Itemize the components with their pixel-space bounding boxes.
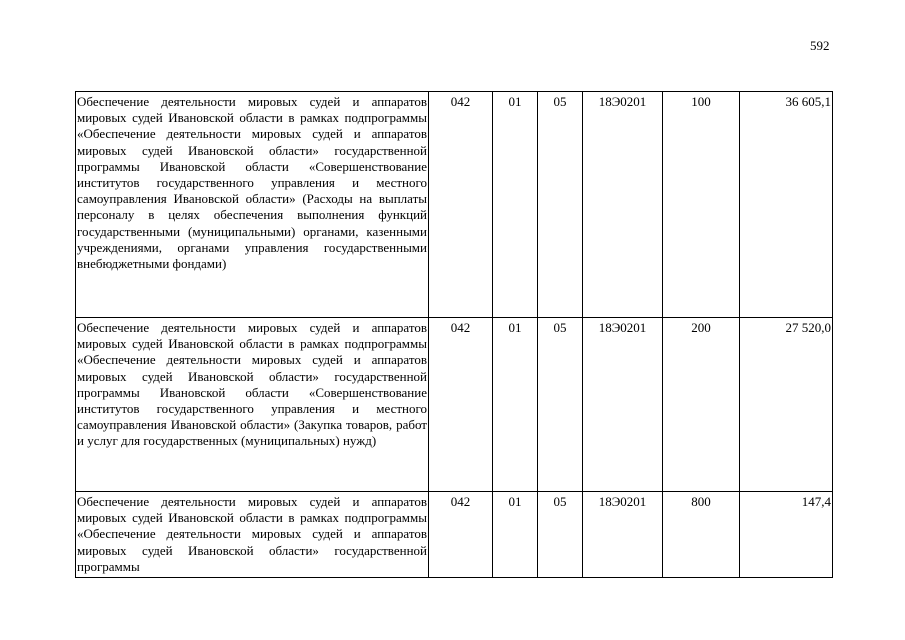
section-code: 01 — [493, 92, 538, 318]
subsection-code: 05 — [538, 92, 583, 318]
budget-table — [75, 91, 833, 578]
row-description: Обеспечение деятельности мировых судей и аппаратов мировых судей Ивановской области в рамках подпрограммы «Обеспечение деятельности мировых судей и аппаратов мировых судей Ивановской области» государственной программы Ивановской области «Совершенствование институтов государственного управления и местного самоуправления Ивановской области» (Закупка товаров, работ и услуг для государственных (муниципальных) нужд) — [76, 318, 429, 492]
target-article-code: 18Э0201 — [583, 318, 663, 492]
expense-type-code: 800 — [663, 492, 740, 578]
target-article-code: 18Э0201 — [583, 492, 663, 578]
ministry-code: 042 — [429, 92, 493, 318]
expense-type-code: 200 — [663, 318, 740, 492]
subsection-code: 05 — [538, 318, 583, 492]
ministry-code: 042 — [429, 492, 493, 578]
ministry-code: 042 — [429, 318, 493, 492]
table-row — [76, 92, 833, 318]
row-description: Обеспечение деятельности мировых судей и аппаратов мировых судей Ивановской области в рамках подпрограммы «Обеспечение деятельности мировых судей и аппаратов мировых судей Ивановской области» государственной программы Ивановской области «Совершенствование институтов государственного управления и местного самоуправления Ивановской области» (Расходы на выплаты персоналу в целях обеспечения выполнения функций государственными (муниципальными) органами, казенными учреждениями, органами управления государственными внебюджетными фондами) — [76, 92, 429, 318]
table-row — [76, 318, 833, 492]
expense-type-code: 100 — [663, 92, 740, 318]
target-article-code: 18Э0201 — [583, 92, 663, 318]
amount-value: 36 605,1 — [740, 92, 833, 318]
table-row — [76, 492, 833, 578]
amount-value: 27 520,0 — [740, 318, 833, 492]
page-number: 592 — [810, 38, 830, 53]
subsection-code: 05 — [538, 492, 583, 578]
row-description: Обеспечение деятельности мировых судей и аппаратов мировых судей Ивановской области в рамках подпрограммы «Обеспечение деятельности мировых судей и аппаратов мировых судей Ивановской области» государственной программы — [76, 492, 429, 578]
section-code: 01 — [493, 492, 538, 578]
amount-value: 147,4 — [740, 492, 833, 578]
section-code: 01 — [493, 318, 538, 492]
